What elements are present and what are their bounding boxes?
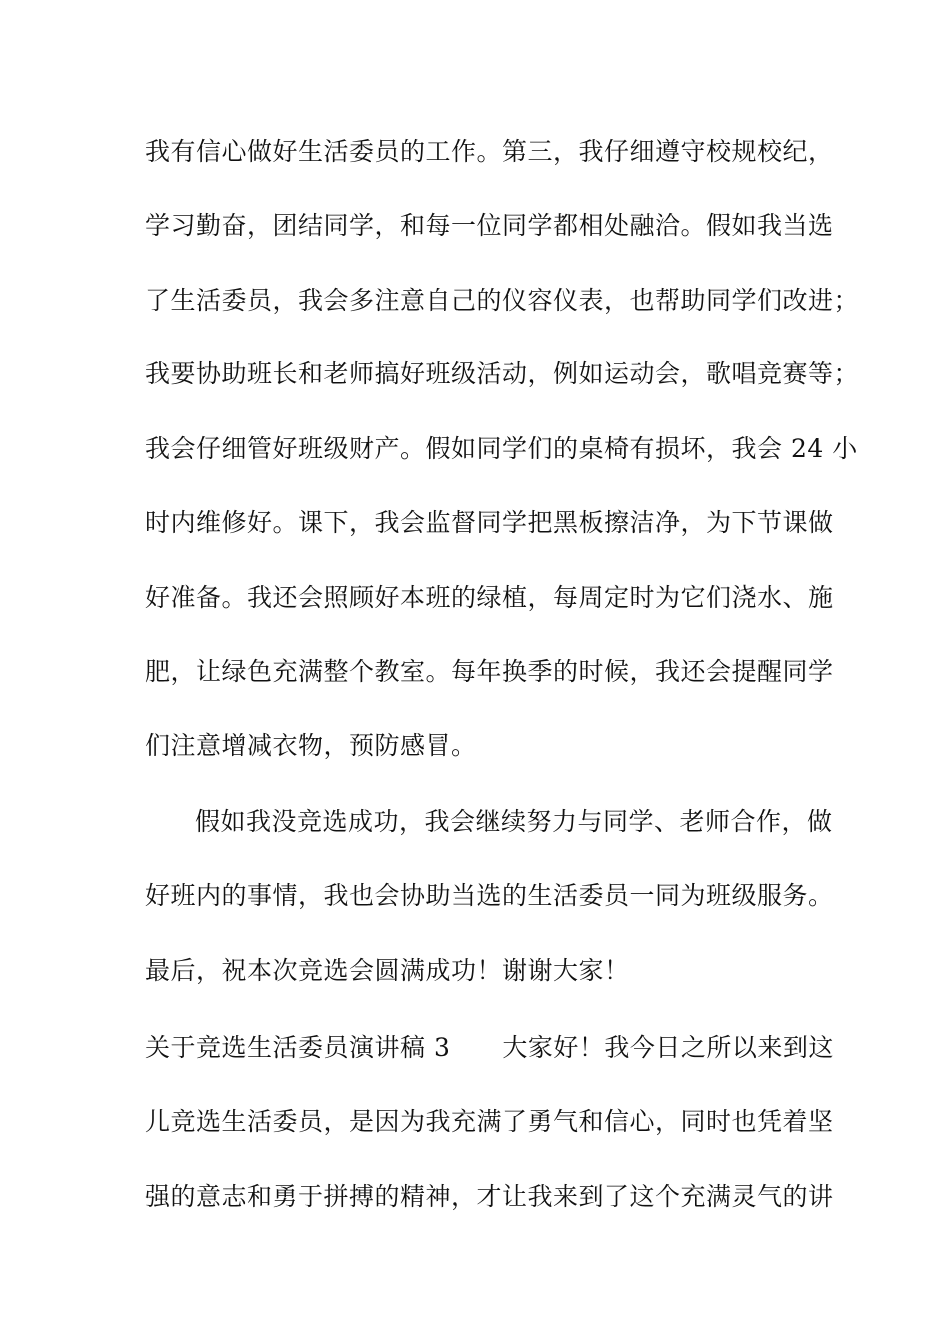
paragraph-line: 好班内的事情，我也会协助当选的生活委员一同为班级服务。: [145, 881, 834, 910]
paragraph-line: 好准备。我还会照顾好本班的绿植，每周定时为它们浇水、施: [145, 583, 834, 612]
paragraph-line: 我有信心做好生活委员的工作。第三，我仔细遵守校规校纪，: [145, 137, 834, 166]
paragraph-line: 最后，祝本次竞选会圆满成功！谢谢大家！: [145, 956, 630, 985]
paragraph-line: 学习勤奋，团结同学，和每一位同学都相处融洽。假如我当选: [145, 211, 834, 240]
paragraph-line: 我会仔细管好班级财产。假如同学们的桌椅有损坏，我会 24 小: [145, 434, 858, 463]
paragraph-first-line: 假如我没竞选成功，我会继续努力与同学、老师合作，做: [195, 807, 833, 836]
paragraph-line: 肥，让绿色充满整个教室。每年换季的时候，我还会提醒同学: [145, 657, 834, 686]
section-heading: 关于竞选生活委员演讲稿 3: [145, 1033, 451, 1062]
section-heading-line: [145, 1032, 835, 1064]
paragraph-line: 我要协助班长和老师搞好班级活动，例如运动会，歌唱竞赛等；: [145, 359, 860, 388]
paragraph-line: 强的意志和勇于拼搏的精神，才让我来到了这个充满灵气的讲: [145, 1182, 834, 1211]
paragraph-line: 们注意增减衣物，预防感冒。: [145, 731, 477, 760]
heading-continuation: 大家好！我今日之所以来到这: [502, 1033, 834, 1062]
paragraph-line: 时内维修好。课下，我会监督同学把黑板擦洁净，为下节课做: [145, 508, 834, 537]
paragraph-line: 了生活委员，我会多注意自己的仪容仪表，也帮助同学们改进；: [145, 286, 860, 315]
paragraph-line: 儿竞选生活委员，是因为我充满了勇气和信心，同时也凭着坚: [145, 1107, 834, 1136]
